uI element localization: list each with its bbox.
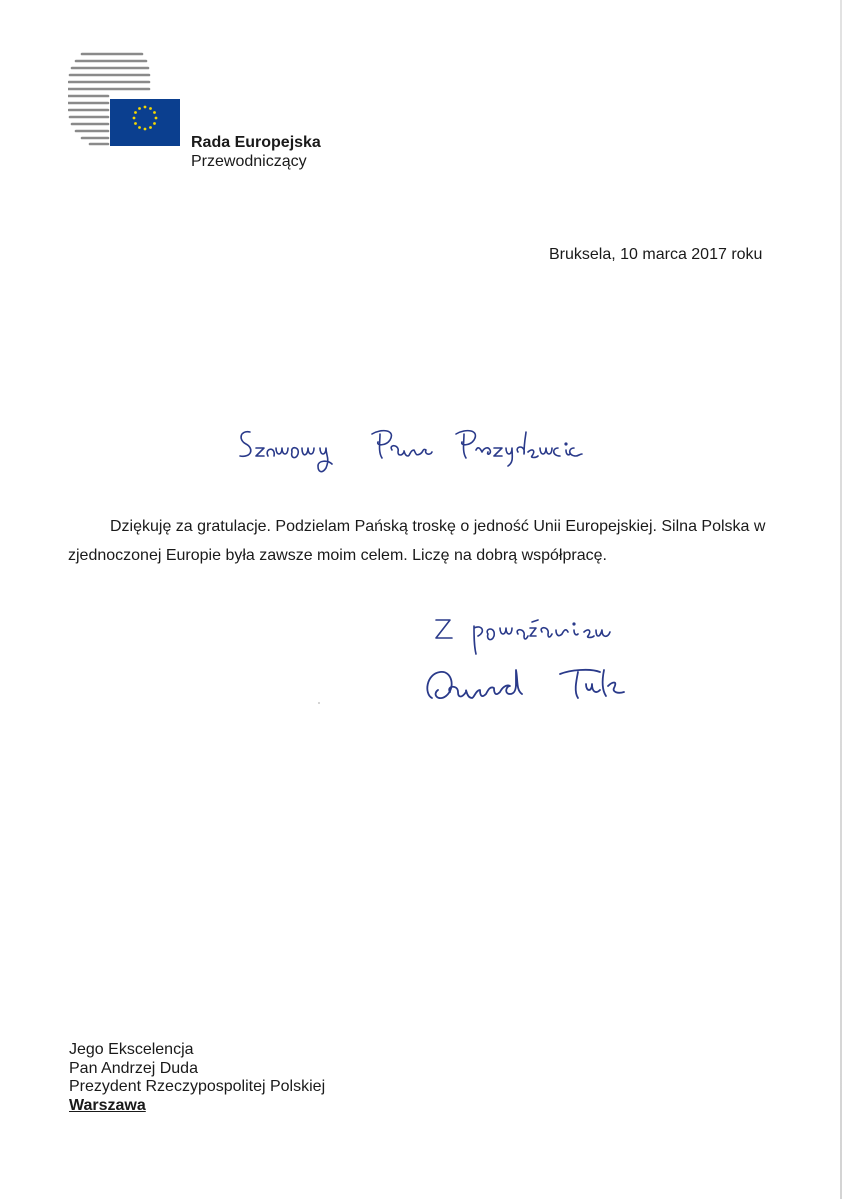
recipient-line-2: Pan Andrzej Duda xyxy=(69,1059,198,1077)
recipient-city: Warszawa xyxy=(69,1096,146,1114)
recipient-address xyxy=(69,1041,325,1115)
organization-name: Rada Europejska xyxy=(191,134,321,151)
body-line-2: zjednoczonej Europie była zawsze moim celem. Liczę na dobrą współpracę. xyxy=(68,547,607,564)
european-council-logo xyxy=(68,50,183,150)
organization-role: Przewodniczący xyxy=(191,153,307,170)
recipient-line-1: Jego Ekscelencja xyxy=(69,1041,194,1058)
handwritten-closing xyxy=(428,612,628,656)
letter-body xyxy=(68,512,768,570)
letterhead-text xyxy=(191,133,321,171)
letter-date: Bruksela, 10 marca 2017 roku xyxy=(549,246,763,263)
paper-speck xyxy=(318,702,320,704)
handwritten-salutation xyxy=(232,418,612,488)
page-edge-shadow xyxy=(840,0,842,1199)
handwritten-signature xyxy=(420,660,650,708)
recipient-line-3: Prezydent Rzeczypospolitej Polskiej xyxy=(69,1078,326,1095)
body-line-1: Dziękuję za gratulacje. Podzielam Pańską troskę o jedność Unii Europejskiej. Silna Polska w xyxy=(110,518,766,535)
